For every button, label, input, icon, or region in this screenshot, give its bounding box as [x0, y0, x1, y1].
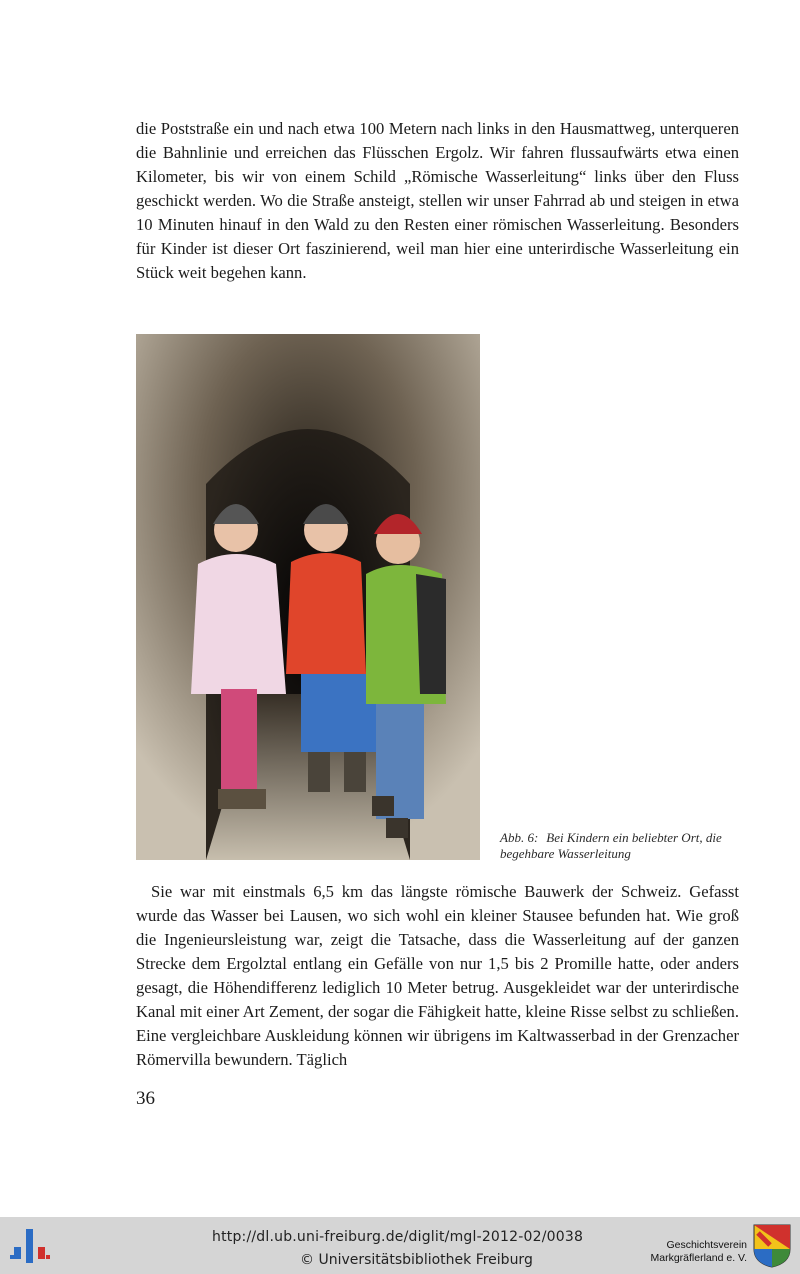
page-number: 36: [136, 1088, 155, 1109]
society-line-1: Geschichtsverein: [666, 1239, 747, 1251]
society-name: [632, 1239, 747, 1265]
tunnel-photo: [136, 334, 480, 860]
coat-of-arms-icon[interactable]: [752, 1223, 792, 1269]
society-line-2: Markgräflerland e. V.: [650, 1252, 747, 1264]
footer-url-link[interactable]: http://dl.ub.uni-freiburg.de/diglit/mgl-2012-02/0038: [212, 1229, 584, 1245]
figure-caption: [500, 830, 750, 862]
paragraph-2-text: Sie war mit einstmals 6,5 km das längste römische Bauwerk der Schweiz. Gefasst wurde das Wasser bei Lausen, wo sich wohl ein kleiner Stausee befunden hat. Wie groß die Ingenieursleistung war, zeigt die Tatsache, dass die Wasserleitung auf der ganzen Strecke dem Ergolztal entlang ein Gefälle von nur 1,5 bis 2 Promille hatte, oder anders gesagt, die Höhendifferenz lediglich 10 Meter betrug. Ausgekleidet war der unterirdische Kanal mit einer Art Zement, der sogar die Fähigkeit hatte, kleine Risse selbst zu schließen. Eine vergleichbare Auskleidung können wir übrigens im Kaltwasserbad in der Grenzacher Römervilla bewundern.: [136, 882, 739, 1069]
footer-bar: [0, 1217, 800, 1274]
footer-copyright: © Universitätsbibliothek Freiburg: [300, 1252, 533, 1268]
ub-freiburg-logo-icon[interactable]: [10, 1227, 50, 1265]
caption-label: Abb. 6:: [500, 830, 539, 845]
paragraph-2: [136, 880, 739, 1072]
paragraph-1: die Poststraße ein und nach etwa 100 Metern nach links in den Hausmattweg, unterqueren die Bahnlinie und erreichen das Flüsschen Ergolz. Wir fahren flussaufwärts etwa einen Kilometer, bis wir von einem Schild „Römische Wasserleitung“ links über den Fluss geschickt werden. Wo die Straße ansteigt, stellen wir unser Fahrrad ab und steigen in etwa 10 Minuten hinauf in den Wald zu den Resten einer römischen Wasserleitung. Besonders für Kinder ist dieser Ort faszinierend, weil man hier eine unterirdische Wasserleitung ein Stück weit begehen kann.: [136, 119, 739, 282]
paragraph-2-last-word: Täglich: [296, 1050, 348, 1069]
caption-text: Bei Kindern ein beliebter Ort, die begehbare Wasserleitung: [500, 830, 722, 861]
